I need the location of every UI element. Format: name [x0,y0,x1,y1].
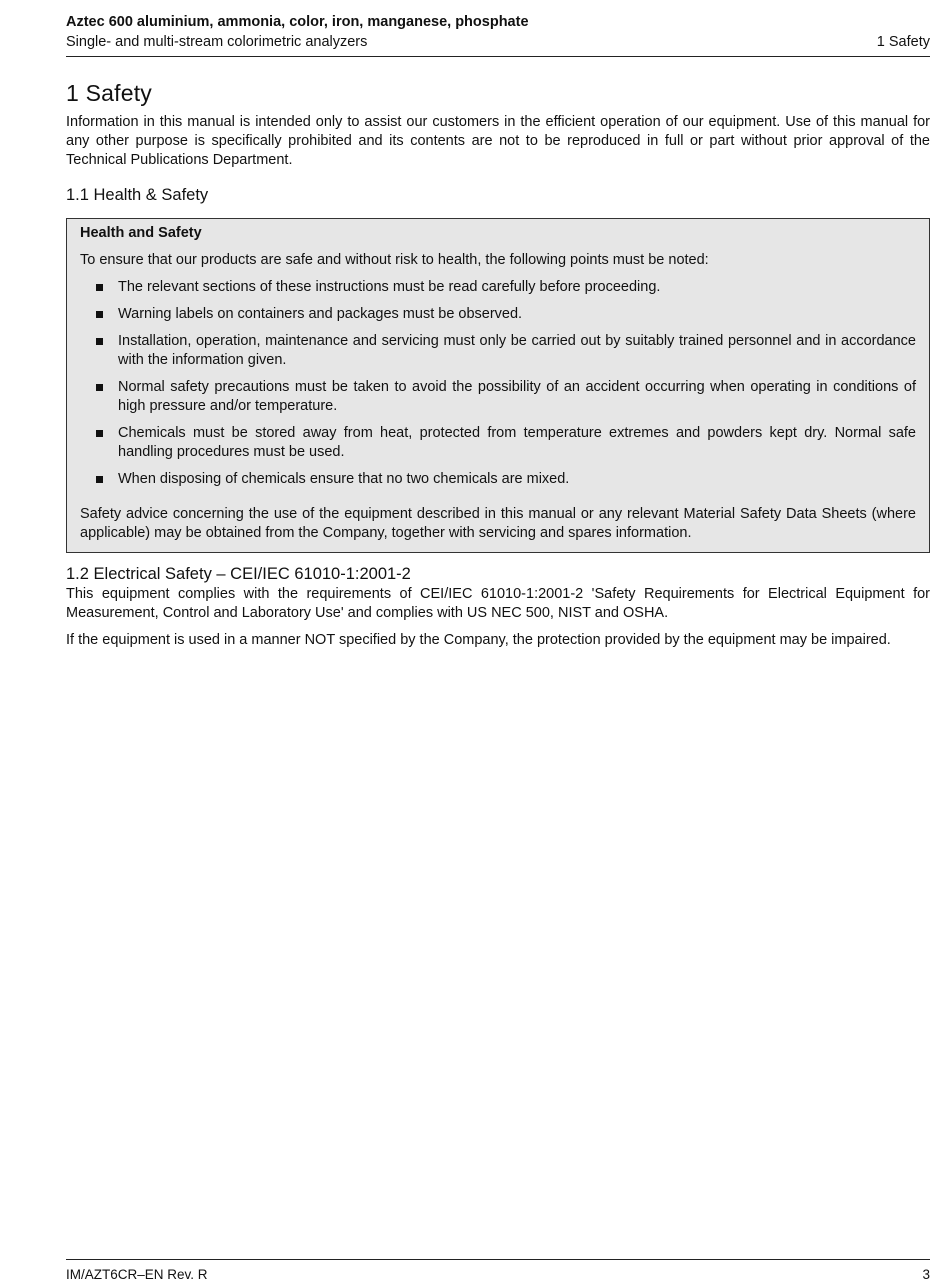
running-header [66,12,930,57]
square-bullet-icon [96,338,103,345]
list-item [80,378,916,416]
health-safety-box-footer: Safety advice concerning the use of the equipment described in this manual or any relevant Material Safety Data Sheets (where applicable) may be obtained from the Company, together with servicing and spares information. [80,506,916,541]
document-page [66,0,930,1285]
electrical-safety-para-2: If the equipment is used in a manner NOT specified by the Company, the protection provided by the equipment may be impaired. [66,632,891,648]
list-item [80,278,916,297]
header-subrow [66,32,930,57]
health-safety-box-intro: To ensure that our products are safe and without risk to health, the following points must be noted: [80,252,709,268]
list-item [80,470,916,489]
health-safety-list [80,278,916,489]
list-item-text: Normal safety precautions must be taken to avoid the possibility of an accident occurring when operating in conditions of high pressure and/or temperature. [118,379,916,414]
list-item-text: Chemicals must be stored away from heat, protected from temperature extremes and powders kept dry. Normal safe handling procedures must be used. [118,425,916,460]
section-heading: 1 Safety [66,80,152,106]
square-bullet-icon [96,430,103,437]
health-safety-heading: 1.1 Health & Safety [66,186,209,204]
square-bullet-icon [96,476,103,483]
list-item-text: Installation, operation, maintenance and servicing must only be carried out by suitably trained personnel and in accordance with the information given. [118,333,916,368]
square-bullet-icon [96,384,103,391]
header-section-label: 1 Safety [876,34,930,50]
square-bullet-icon [96,284,103,291]
list-item-text: Warning labels on containers and packages must be observed. [118,306,523,322]
list-item-text: When disposing of chemicals ensure that no two chemicals are mixed. [118,471,570,487]
square-bullet-icon [96,311,103,318]
document-title: Aztec 600 aluminium, ammonia, color, iron, manganese, phosphate [66,14,529,30]
list-item-text: The relevant sections of these instructions must be read carefully before proceeding. [118,279,661,295]
list-item [80,332,916,370]
running-footer [66,1259,930,1286]
electrical-safety-para-1: This equipment complies with the requirements of CEI/IEC 61010-1:2001-2 'Safety Requirements for Electrical Equipment for Measurement, Control and Laboratory Use' and complies with US NEC 500, NIST and OSHA. [66,586,930,621]
page-number: 3 [922,1267,930,1282]
document-id: IM/AZT6CR–EN Rev. R [66,1267,208,1282]
list-item [80,424,916,462]
health-safety-box-title: Health and Safety [80,225,202,241]
electrical-safety-heading: 1.2 Electrical Safety – CEI/IEC 61010-1:2001-2 [66,565,411,583]
main-content [66,78,930,650]
section-intro: Information in this manual is intended only to assist our customers in the efficient operation of our equipment. Use of this manual for any other purpose is specifically prohibited and its contents are not to be reproduced in full or part without prior approval of the Technical Publications Department. [66,114,930,168]
health-safety-box [66,218,930,553]
list-item [80,305,916,324]
document-subtitle: Single- and multi-stream colorimetric analyzers [66,34,368,50]
